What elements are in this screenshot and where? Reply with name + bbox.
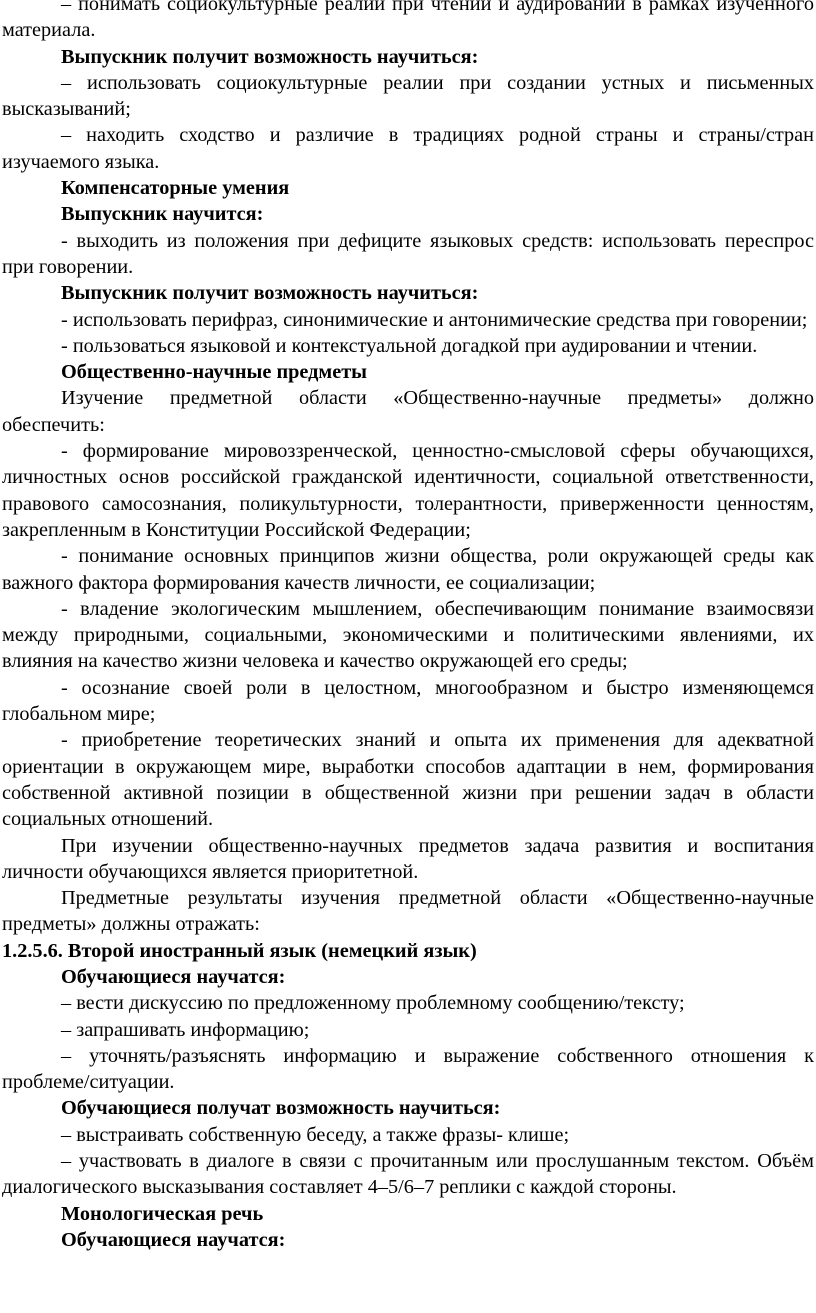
paragraph: – участвовать в диалоге в связи с прочитанным или прослушанным текстом. Объём диалогического высказывания составляет 4–5/6–7 реплики с каждой стороны. — [2, 1150, 814, 1199]
paragraph: - использовать перифраз, синонимические и антонимические средства при говорении; — [61, 308, 808, 331]
paragraph: – вести дискуссию по предложенному проблемному сообщению/тексту; — [61, 992, 685, 1015]
subheading: Обучающиеся научатся: — [61, 965, 286, 988]
paragraph: - выходить из положения при дефиците языковых средств: использовать переспрос при говорении. — [2, 229, 814, 278]
subheading: Обучающиеся научатся: — [61, 1228, 286, 1251]
paragraph: – использовать социокультурные реалии при создании устных и письменных высказываний; — [2, 71, 814, 121]
subheading: Выпускник получит возможность научиться: — [61, 282, 479, 305]
paragraph: - осознание своей роли в целостном, многообразном и быстро изменяющемся глобальном мире; — [2, 676, 814, 726]
subheading: Выпускник получит возможность научиться: — [61, 45, 479, 68]
paragraph: - пользоваться языковой и контекстуальной догадкой при аудировании и чтении. — [61, 334, 758, 357]
subheading: Выпускник научится: — [61, 203, 264, 226]
paragraph: – запрашивать информацию; — [61, 1018, 310, 1041]
paragraph: – понимать социокультурные реалии при чтении и аудировании в рамках изученного материала. — [2, 0, 814, 42]
section-heading: Компенсаторные умения — [61, 177, 290, 200]
paragraph: Предметные результаты изучения предметной области «Общественно-научные предметы» должны отражать: — [2, 887, 814, 936]
paragraph: Изучение предметной области «Общественно-научные предметы» должно обеспечить: — [2, 387, 814, 436]
paragraph: - понимание основных принципов жизни общества, роли окружающей среды как важного фактора формирования качеств личности, ее социализации; — [2, 545, 814, 594]
section-heading: Общественно-научные предметы — [61, 361, 368, 384]
section-heading: Монологическая речь — [61, 1202, 264, 1225]
paragraph: - приобретение теоретических знаний и опыта их применения для адекватной ориентации в окружающем мире, выработки способов адаптации в нем, формирования собственной активной позиции в общественной жизни при решении задач в области социальных отношений. — [2, 729, 814, 831]
paragraph: – находить сходство и различие в традициях родной страны и страны/стран изучаемого языка. — [2, 124, 814, 173]
paragraph: – уточнять/разъяснять информацию и выражение собственного отношения к проблеме/ситуации. — [2, 1044, 814, 1094]
subheading: Обучающиеся получат возможность научиться: — [61, 1097, 501, 1120]
paragraph: При изучении общественно-научных предметов задача развития и воспитания личности обучающихся является приоритетной. — [2, 834, 814, 883]
paragraph: - формирование мировоззренческой, ценностно-смысловой сферы обучающихся, личностных основ российской гражданской идентичности, социальной ответственности, правового самосознания, поликультурности, толерантности, приверженности ценностям, закрепленным в Конституции Российской Федерации; — [2, 440, 814, 541]
paragraph: – выстраивать собственную беседу, а также фразы- клише; — [61, 1123, 570, 1146]
paragraph: - владение экологическим мышлением, обеспечивающим понимание взаимосвязи между природными, социальными, экономическими и политическими явлениями, их влияния на качество жизни человека и качество окружающей его среды; — [2, 597, 814, 673]
chapter-heading: 1.2.5.6. Второй иностранный язык (немецкий язык) — [2, 939, 477, 962]
